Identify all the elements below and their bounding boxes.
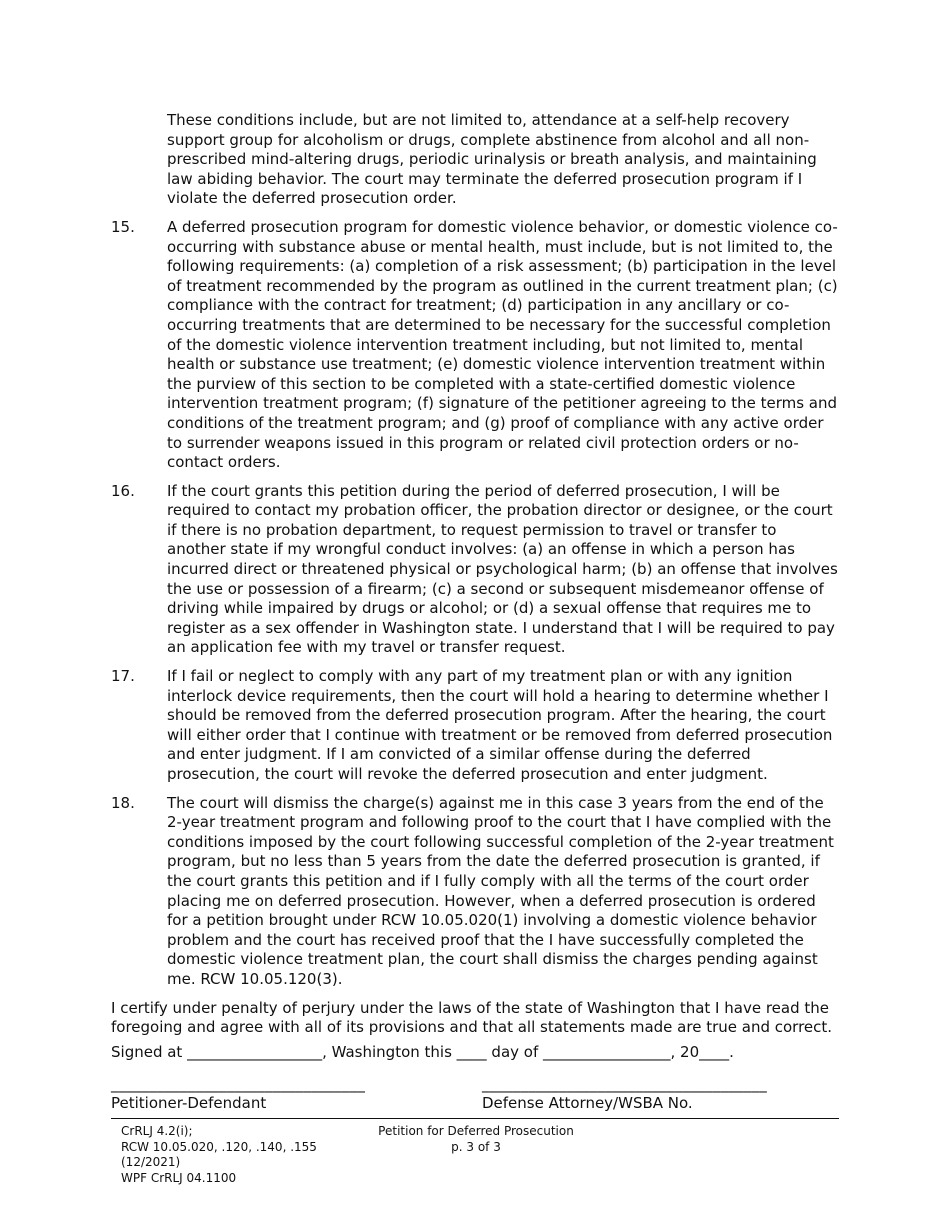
footer-citation	[121, 1124, 317, 1186]
item-text: If the court grants this petition during the period of deferred prosecution, I will be required to contact my probation officer, the probation director or designee, or the court if there is no probation department, to request permission to travel or transfer to another state if my wrongful conduct involves: (a) an offense in which a person has incurred direct or threatened physical or psychological harm; (b) an offense that involves the use or possession of a firearm; (c) a second or subsequent misdemeanor offense of driving while impaired by drugs or alcohol; or (d) a sexual offense that requires me to register as a sex offender in Washington state. I understand that I will be required to pay an application fee with my travel or transfer request.	[167, 481, 838, 657]
footer-title-block	[352, 1124, 600, 1155]
attorney-signature	[482, 1077, 767, 1112]
item-number: 17.	[111, 667, 135, 686]
item-text: The court will dismiss the charge(s) against me in this case 3 years from the end of the 2-year treatment program and following proof to the court that I have complied with the conditions imposed by the court following successful completion of the 2-year treatment program, but no less than 5 years from the date the deferred prosecution is granted, if the court grants this petition and if I fully comply with all the terms of the court order placing me on deferred prosecution. However, when a deferred prosecution is ordered for a petition brought under RCW 10.05.020(1) involving a domestic violence behavior problem and the court has received proof that the I have successfully completed the domestic violence treatment plan, the court shall dismiss the charges pending against me. RCW 10.05.120(3).	[167, 793, 834, 988]
footer-rcw: RCW 10.05.020, .120, .140, .155	[121, 1139, 317, 1154]
attorney-label: Defense Attorney/WSBA No.	[482, 1094, 693, 1112]
continuation-paragraph: These conditions include, but are not limited to, attendance at a self-help recovery support group for alcoholism or drugs, complete abstinence from alcohol and all non-prescribed mind-altering drugs, periodic urinalysis or breath analysis, and maintaining law abiding behavior. The court may terminate the deferred prosecution program if I violate the deferred prosecution order.	[167, 111, 817, 208]
item-number: 15.	[111, 217, 135, 236]
item-text: If I fail or neglect to comply with any part of my treatment plan or with any ignition interlock device requirements, then the court will hold a hearing to determine whether I should be removed from the deferred prosecution program. After the hearing, the court will either order that I continue with treatment or be removed from deferred prosecution and enter judgment. If I am convicted of a similar offense during the deferred prosecution, the court will revoke the deferred prosecution and enter judgment.	[167, 667, 833, 783]
footer-divider	[111, 1118, 839, 1119]
petitioner-signature-line: _________________________________	[111, 1075, 366, 1093]
certification-statement: I certify under penalty of perjury under the laws of the state of Washington that I have read the foregoing and agree with all of its provisions and that all statements made are true and correct.	[111, 998, 833, 1037]
page-number: p. 3 of 3	[451, 1139, 501, 1154]
list-item-16	[111, 482, 839, 658]
signed-at-line: Signed at __________________, Washington this ____ day of _________________, 20____.	[111, 1042, 734, 1061]
document-body	[111, 111, 839, 1062]
list-item-17	[111, 667, 839, 785]
attorney-signature-line: _____________________________________	[482, 1075, 767, 1093]
list-item-15	[111, 218, 839, 473]
footer-title: Petition for Deferred Prosecution	[378, 1124, 574, 1138]
item-text: A deferred prosecution program for domestic violence behavior, or domestic violence co-occurring with substance abuse or mental health, must include, but is not limited to, the following requirements: (a) completion of a risk assessment; (b) participation in the level of treatment recommended by the program as outlined in the current treatment plan; (c) compliance with the contract for treatment; (d) participation in any ancillary or co-occurring treatments that are determined to be necessary for the successful completion of the domestic violence intervention treatment including, but not limited to, mental health or substance use treatment; (e) domestic violence intervention treatment within the purview of this section to be completed with a state-certified domestic violence intervention treatment program; (f) signature of the petitioner agreeing to the terms and conditions of the treatment program; and (g) proof of compliance with any active order to surrender weapons issued in this program or related civil protection orders or no-contact orders.	[167, 217, 838, 472]
footer-form-id: WPF CrRLJ 04.1100	[121, 1170, 237, 1185]
petitioner-label: Petitioner-Defendant	[111, 1094, 267, 1112]
list-item-18	[111, 794, 839, 990]
item-number: 16.	[111, 481, 135, 500]
item-number: 18.	[111, 793, 135, 812]
footer-rule: CrRLJ 4.2(i);	[121, 1124, 193, 1138]
petitioner-signature	[111, 1077, 365, 1112]
footer-date: (12/2021)	[121, 1155, 181, 1169]
